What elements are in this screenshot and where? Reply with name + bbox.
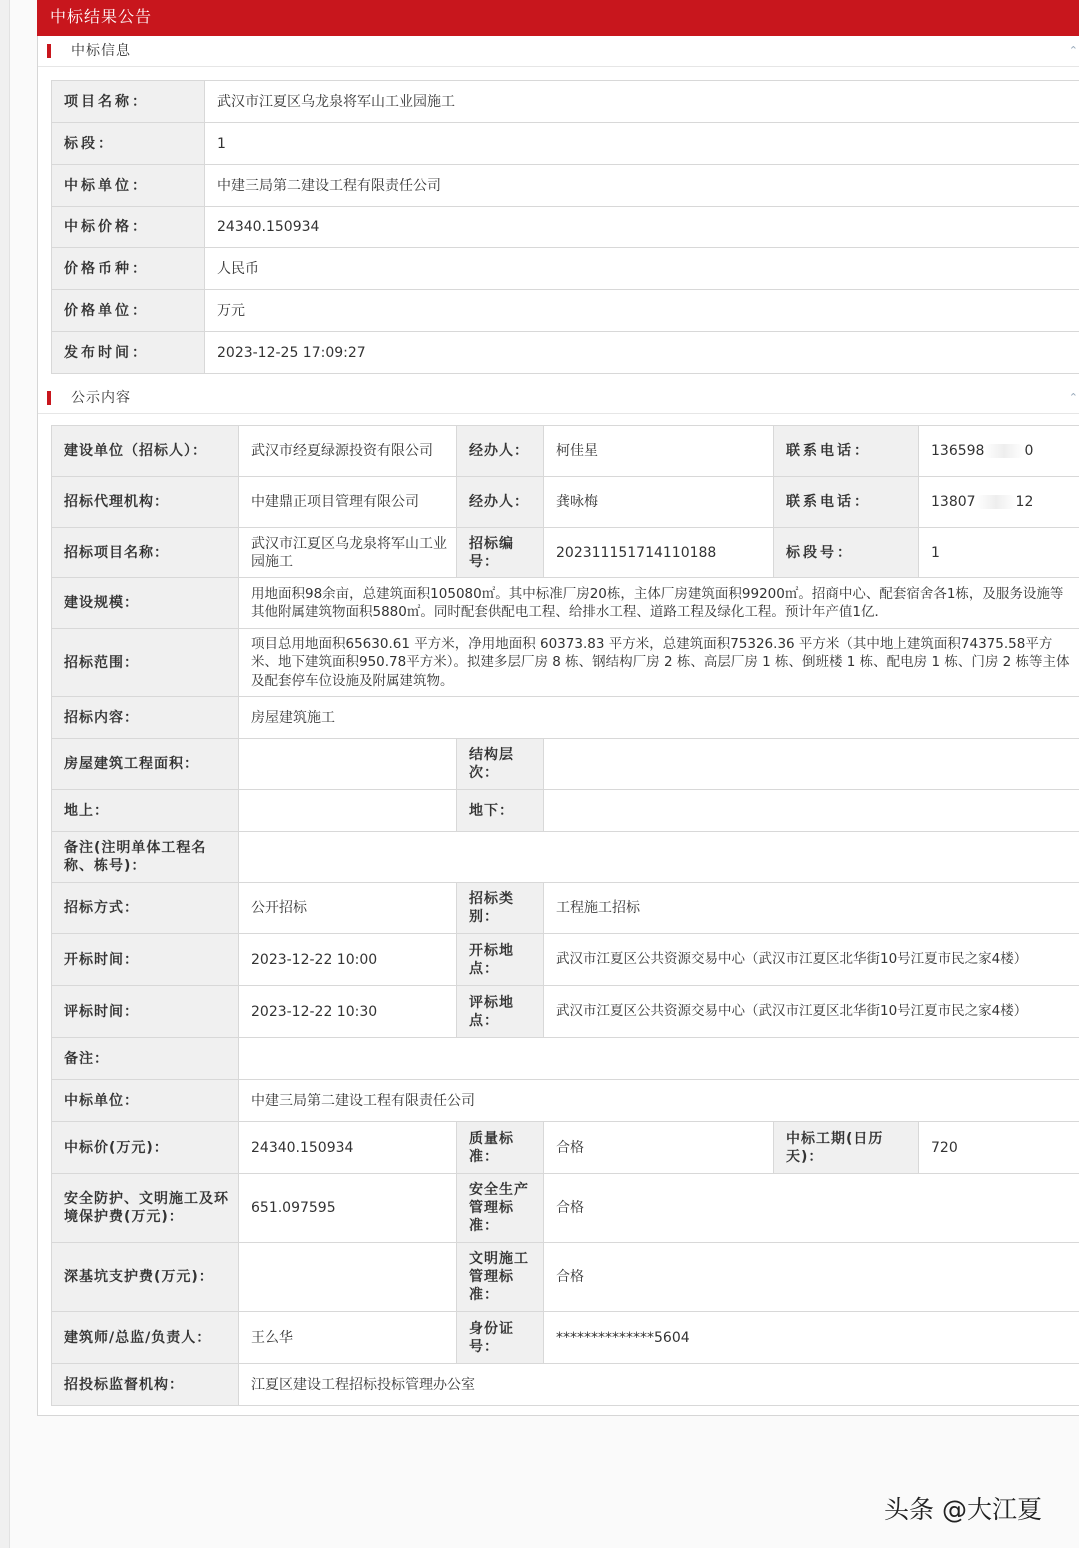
lot-value: 1: [205, 123, 1079, 165]
row-label: 地上：: [52, 790, 239, 832]
safety-standard-value: 合格: [544, 1174, 1079, 1243]
row-label: 项目名称：: [52, 81, 205, 123]
winning-price-value: 24340.150934: [239, 1122, 457, 1174]
row-label: 建设规模：: [52, 578, 239, 629]
currency-value: 人民币: [205, 248, 1079, 290]
table-row: [52, 986, 1079, 1038]
table-row: [52, 207, 1079, 248]
winning-price-value: 24340.150934: [205, 207, 1079, 248]
content-panel: [37, 36, 1079, 1416]
table-row: [52, 332, 1079, 374]
remarks-value: [239, 1038, 1079, 1080]
row-label: 建设单位（招标人）：: [52, 426, 239, 477]
supervision-agency-value: 江夏区建设工程招标投标管理办公室: [239, 1364, 1079, 1406]
row-label: 备注：: [52, 1038, 239, 1080]
remarks-value: [239, 832, 1079, 883]
project-name-value: 武汉市江夏区乌龙泉将军山工业园施工: [205, 81, 1079, 123]
page-title: 中标结果公告: [37, 0, 1079, 36]
winning-bidder-value: 中建三局第二建设工程有限责任公司: [205, 165, 1079, 207]
row-label: 招标项目名称：: [52, 528, 239, 578]
table-row: [52, 1122, 1079, 1174]
redaction-blur: [976, 495, 1016, 509]
row-label: 经办人：: [457, 477, 544, 528]
table-row: [52, 1174, 1079, 1243]
below-ground-value: [544, 790, 1079, 832]
row-label: 开标时间：: [52, 934, 239, 986]
phone-value: [919, 426, 1079, 477]
table-row: [52, 81, 1079, 123]
row-label: 文明施工管理标准：: [457, 1243, 544, 1312]
public-content-table: [51, 425, 1079, 1406]
row-label: 地下：: [457, 790, 544, 832]
row-label: 中标价格：: [52, 207, 205, 248]
row-label: 联系电话：: [774, 477, 919, 528]
structure-level-value: [544, 739, 1079, 790]
row-label: 价格单位：: [52, 290, 205, 332]
row-label: 中标单位：: [52, 165, 205, 207]
building-area-value: [239, 739, 457, 790]
duration-value: 720: [919, 1122, 1079, 1174]
phone-suffix: 0: [1024, 443, 1034, 459]
row-label: 招标类别：: [457, 883, 544, 934]
row-label: 招标范围：: [52, 629, 239, 697]
tenderer-value: 武汉市经夏绿源投资有限公司: [239, 426, 457, 477]
table-row: [52, 697, 1079, 739]
price-unit-value: 万元: [205, 290, 1079, 332]
section-marker: [47, 391, 51, 405]
tender-scope-value: 项目总用地面积65630.61 平方米，净用地面积 60373.83 平方米，总建筑面积75326.36 平方米（其中地上建筑面积74375.58平方米、地下建筑面积950.78平方米）。拟建多层厂房 8 栋、钢结构厂房 2 栋、高层厂房 1 栋、倒班楼 1 栋、配电房 1 栋、门房 2 栋等主体及配套停车位设施及附属建筑物。: [239, 629, 1079, 697]
table-row: [52, 883, 1079, 934]
table-row: [52, 426, 1079, 477]
table-row: [52, 739, 1079, 790]
table-row: [52, 790, 1079, 832]
table-row: [52, 477, 1079, 528]
table-row: [52, 578, 1079, 629]
row-label: 深基坑支护费(万元)：: [52, 1243, 239, 1312]
id-number-value: **************5604: [544, 1312, 1079, 1364]
tender-content-value: 房屋建筑施工: [239, 697, 1079, 739]
phone-prefix: 136598: [931, 443, 985, 459]
row-label: 标段号：: [774, 528, 919, 578]
row-label: 价格币种：: [52, 248, 205, 290]
row-label: 安全防护、文明施工及环境保护费(万元)：: [52, 1174, 239, 1243]
section-marker: [47, 44, 51, 58]
table-row: [52, 528, 1079, 578]
row-label: 质量标准：: [457, 1122, 544, 1174]
row-label: 评标地点：: [457, 986, 544, 1038]
table-row: [52, 832, 1079, 883]
tender-type-value: 工程施工招标: [544, 883, 1079, 934]
civilized-standard-value: 合格: [544, 1243, 1079, 1312]
section-header-public-content[interactable]: [38, 383, 1079, 414]
winning-bidder-value: 中建三局第二建设工程有限责任公司: [239, 1080, 1079, 1122]
table-row: [52, 165, 1079, 207]
table-row: [52, 1038, 1079, 1080]
row-label: 建筑师/总监/负责人：: [52, 1312, 239, 1364]
tender-number-value: 202311151714110188: [544, 528, 774, 578]
row-label: 中标单位：: [52, 1080, 239, 1122]
safety-fee-value: 651.097595: [239, 1174, 457, 1243]
row-label: 房屋建筑工程面积：: [52, 739, 239, 790]
row-label: 联系电话：: [774, 426, 919, 477]
row-label: 评标时间：: [52, 986, 239, 1038]
phone-value: [919, 477, 1079, 528]
collapse-icon[interactable]: ⌃: [1068, 391, 1078, 404]
award-info-table: [51, 80, 1079, 374]
row-label: 经办人：: [457, 426, 544, 477]
pit-support-fee-value: [239, 1243, 457, 1312]
lot-number-value: 1: [919, 528, 1079, 578]
evaluation-time-value: 2023-12-22 10:30: [239, 986, 457, 1038]
row-label: 招标内容：: [52, 697, 239, 739]
row-label: 身份证号：: [457, 1312, 544, 1364]
row-label: 招标代理机构：: [52, 477, 239, 528]
tender-method-value: 公开招标: [239, 883, 457, 934]
redaction-blur: [984, 444, 1024, 458]
agency-value: 中建鼎正项目管理有限公司: [239, 477, 457, 528]
table-row: [52, 1243, 1079, 1312]
table-row: [52, 290, 1079, 332]
phone-prefix: 13807: [931, 494, 976, 510]
handler-value: 柯佳星: [544, 426, 774, 477]
row-label: 中标工期(日历天)：: [774, 1122, 919, 1174]
left-edge: [0, 0, 10, 1548]
above-ground-value: [239, 790, 457, 832]
table-row: [52, 934, 1079, 986]
row-label: 备注(注明单体工程名称、栋号)：: [52, 832, 239, 883]
construction-scale-value: 用地面积98余亩，总建筑面积105080㎡。其中标准厂房20栋，主体厂房建筑面积99200㎡。招商中心、配套宿舍各1栋，及服务设施等其他附属建筑物面积5880㎡。同时配套供配电工程、给排水工程、道路工程及绿化工程。预计年产值1亿．: [239, 578, 1079, 629]
table-row: [52, 1312, 1079, 1364]
row-label: 招标方式：: [52, 883, 239, 934]
collapse-icon[interactable]: ⌃: [1068, 44, 1078, 57]
handler-value: 龚咏梅: [544, 477, 774, 528]
bid-open-time-value: 2023-12-22 10:00: [239, 934, 457, 986]
row-label: 中标价(万元)：: [52, 1122, 239, 1174]
table-row: [52, 248, 1079, 290]
row-label: 结构层次：: [457, 739, 544, 790]
tender-project-name-value: 武汉市江夏区乌龙泉将军山工业园施工: [239, 528, 457, 578]
evaluation-location-value: 武汉市江夏区公共资源交易中心（武汉市江夏区北华街10号江夏市民之家4楼）: [544, 986, 1079, 1038]
table-row: [52, 1364, 1079, 1406]
row-label: 发布时间：: [52, 332, 205, 374]
row-label: 标段：: [52, 123, 205, 165]
table-row: [52, 123, 1079, 165]
row-label: 招投标监督机构：: [52, 1364, 239, 1406]
watermark: 头条 @大江夏: [884, 1495, 1042, 1524]
row-label: 招标编号：: [457, 528, 544, 578]
table-row: [52, 1080, 1079, 1122]
table-row: [52, 629, 1079, 697]
publish-time-value: 2023-12-25 17:09:27: [205, 332, 1079, 374]
section-header-award-info[interactable]: [38, 36, 1079, 67]
quality-standard-value: 合格: [544, 1122, 774, 1174]
phone-suffix: 12: [1015, 494, 1034, 510]
section-title: 中标信息: [71, 43, 131, 59]
row-label: 安全生产管理标准：: [457, 1174, 544, 1243]
bid-open-location-value: 武汉市江夏区公共资源交易中心（武汉市江夏区北华街10号江夏市民之家4楼）: [544, 934, 1079, 986]
responsible-person-value: 王么华: [239, 1312, 457, 1364]
section-title: 公示内容: [71, 390, 131, 406]
row-label: 开标地点：: [457, 934, 544, 986]
